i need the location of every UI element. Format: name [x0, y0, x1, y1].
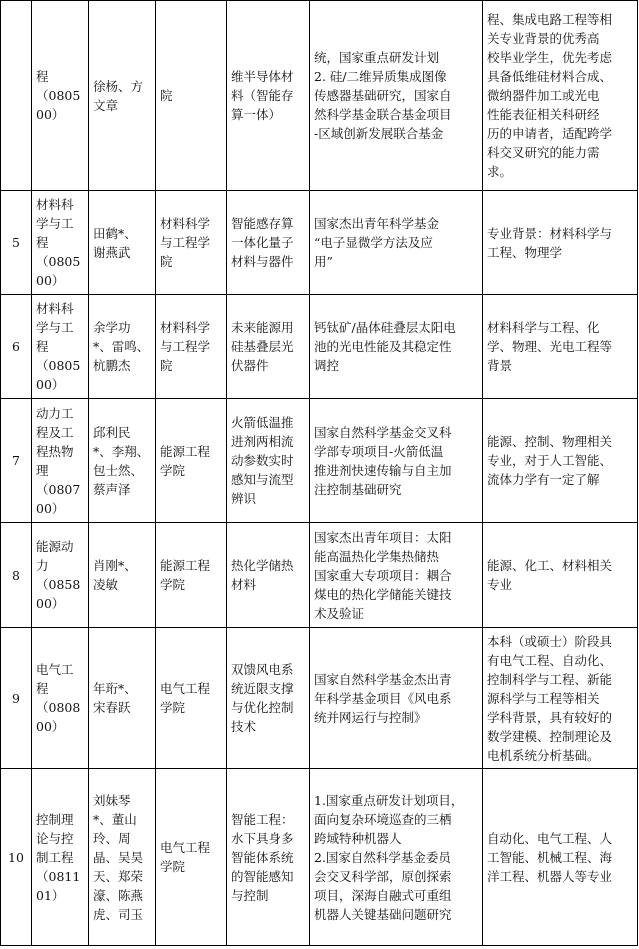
supervisors-cell: 邱利民 *、李翔、 包士然、 蔡声泽 — [89, 399, 156, 523]
table-row — [1, 628, 638, 769]
school-cell: 能源工程 学院 — [156, 523, 227, 628]
table-row — [1, 191, 638, 295]
school-cell: 材料科学 与工程学 院 — [156, 295, 227, 399]
row-number: 7 — [1, 399, 32, 523]
requirements-cell: 能源、化工、材料相关 专业 — [483, 523, 638, 628]
row-number: 8 — [1, 523, 32, 628]
research-direction-cell: 智能工程： 水下具身多 智能体系统 的智能感知 与控制 — [227, 769, 310, 946]
requirements-cell: 程、集成电路工程等相 关专业背景的优秀高 校毕业学生，优先考虑 具备低维硅材料合成、 微纳器件加工或光电 性能表征相关科研经 历的申请者，适配跨学 科交叉研究的能力需 求。 — [483, 1, 638, 191]
requirements-cell: 材料科学与工程、化 学、物理、光电工程等 背景 — [483, 295, 638, 399]
major-cell: 程 （0805 00） — [32, 1, 89, 191]
school-cell: 材料科学 与工程学 院 — [156, 191, 227, 295]
table-row — [1, 399, 638, 523]
projects-cell: 钙钛矿/晶体硅叠层太阳电 池的光电性能及其稳定性 调控 — [310, 295, 483, 399]
table-row — [1, 295, 638, 399]
row-number: 10 — [1, 769, 32, 946]
row-number: 5 — [1, 191, 32, 295]
supervisors-cell: 刘妹琴 *、董山 玲、周 晶、吴昊 天、郑荣 濠、陈燕 虎、司玉 — [89, 769, 156, 946]
table-row — [1, 769, 638, 946]
research-direction-cell: 未来能源用 硅基叠层光 伏器件 — [227, 295, 310, 399]
projects-cell: 国家杰出青年项目：太阳 能高温热化学集热储热 国家重大专项项目：耦合 煤电的热化学储能关键技 术及验证 — [310, 523, 483, 628]
school-cell: 能源工程 学院 — [156, 399, 227, 523]
major-cell: 动力工 程及工 程热物 理 （0807 00） — [32, 399, 89, 523]
projects-cell: 国家自然科学基金杰出青 年科学基金项目《风电系 统并网运行与控制》 — [310, 628, 483, 769]
research-direction-cell: 双馈风电系 统近限支撑 与优化控制 技术 — [227, 628, 310, 769]
table-row — [1, 1, 638, 191]
requirements-cell: 本科（或硕士）阶段具 有电气工程、自动化、 控制科学与工程、新能 源科学与工程等相关 学科背景，具有较好的 数学建模、控制理论及 电机系统分析基础。 — [483, 628, 638, 769]
supervisors-cell: 年珩*、 宋春跃 — [89, 628, 156, 769]
major-cell: 材料科 学与工 程 （0805 00） — [32, 191, 89, 295]
requirements-cell: 专业背景：材料科学与 工程、物理学 — [483, 191, 638, 295]
table-row — [1, 523, 638, 628]
school-cell: 电气工程 学院 — [156, 628, 227, 769]
research-direction-cell: 维半导体材 料（智能存 算一体） — [227, 1, 310, 191]
row-number: 9 — [1, 628, 32, 769]
major-cell: 能源动 力 （0858 00） — [32, 523, 89, 628]
projects-cell: 1.国家重点研发计划项目， 面向复杂环境巡查的三栖 跨域特种机器人 2.国家自然科学基金委员 会交叉科学部，原创探索 项目，深海自融式可重组 机器人关键基础问题研究 — [310, 769, 483, 946]
supervisors-cell: 田鹤*、 谢燕武 — [89, 191, 156, 295]
school-cell: 电气工程 学院 — [156, 769, 227, 946]
major-cell: 材料科 学与工 程 （0805 00） — [32, 295, 89, 399]
table-body — [1, 1, 638, 946]
projects-cell: 国家自然科学基金交叉科 学部专项项目-火箭低温 推进剂快速传输与自主加 注控制基础研究 — [310, 399, 483, 523]
projects-cell: 统，国家重点研发计划 2. 硅/二维异质集成图像 传感器基础研究，国家自 然科学基金联合基金项目 -区域创新发展联合基金 — [310, 1, 483, 191]
research-direction-cell: 火箭低温推 进剂两相流 动参数实时 感知与流型 辨识 — [227, 399, 310, 523]
requirements-cell: 能源、控制、物理相关 专业，对于人工智能、 流体力学有一定了解 — [483, 399, 638, 523]
research-direction-cell: 智能感存算 一体化量子 材料与器件 — [227, 191, 310, 295]
school-cell: 院 — [156, 1, 227, 191]
supervisors-cell: 肖刚*、 凌敏 — [89, 523, 156, 628]
research-direction-cell: 热化学储热 材料 — [227, 523, 310, 628]
row-number: 6 — [1, 295, 32, 399]
supervisors-cell: 徐杨、方 文章 — [89, 1, 156, 191]
major-cell: 控制理 论与控 制工程 （0811 01） — [32, 769, 89, 946]
row-number — [1, 1, 32, 191]
major-cell: 电气工 程 （0808 00） — [32, 628, 89, 769]
supervisors-cell: 余学功 *、雷鸣、 杭鹏杰 — [89, 295, 156, 399]
requirements-cell: 自动化、电气工程、人 工智能、机械工程、海 洋工程、机器人等专业 — [483, 769, 638, 946]
projects-cell: 国家杰出青年科学基金 “电子显微学方法及应 用” — [310, 191, 483, 295]
